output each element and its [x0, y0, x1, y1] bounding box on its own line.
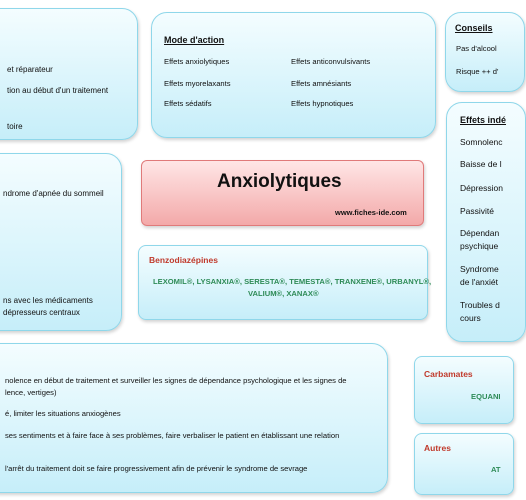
surveillance-line: é, limiter les situations anxiogènes	[5, 409, 121, 418]
card-text-line: toire	[7, 122, 23, 131]
effets-line: Baisse de l	[460, 159, 502, 169]
mode-action-item: Effets anticonvulsivants	[291, 57, 371, 66]
effets-line: Dépression	[460, 183, 503, 193]
title-box	[141, 160, 424, 226]
card-text-line: ndrome d'apnée du sommeil	[3, 189, 104, 198]
autres-heading: Autres	[424, 443, 451, 453]
effets-line: de l'anxiét	[460, 277, 499, 287]
mode-action-item: Effets amnésiants	[291, 79, 352, 88]
mode-action-item: Effets hypnotiques	[291, 99, 354, 108]
card-text-line: dépresseurs centraux	[3, 308, 80, 317]
card-top-left	[0, 8, 138, 140]
card-text-line: et réparateur	[7, 65, 53, 74]
website-label: www.fiches-ide.com	[335, 208, 407, 217]
effets-line: Somnolenc	[460, 137, 503, 147]
autres-drug: AT	[491, 465, 501, 474]
card-carbamates	[414, 356, 514, 424]
benzo-drugs-line: LEXOMIL®, LYSANXIA®, SERESTA®, TEMESTA®, TRANXENE®, URBANYL®,	[153, 277, 432, 286]
card-text-line: tion au début d'un traitement	[7, 86, 109, 95]
effets-line: Dépendan	[460, 228, 500, 238]
surveillance-line: ses sentiments et à faire face à ses problèmes, faire verbaliser le patient en établissant une relation	[5, 431, 340, 440]
benzo-heading: Benzodiazépines	[149, 255, 218, 265]
conseils-line: Pas d'alcool	[456, 44, 497, 53]
effets-line: cours	[460, 313, 481, 323]
effets-line: Troubles d	[460, 300, 500, 310]
surveillance-line: l'arrêt du traitement doit se faire progressivement afin de prévenir le syndrome de sevrage	[5, 464, 308, 473]
effets-line: Syndrome	[460, 264, 499, 274]
card-text-line: ns avec les médicaments	[3, 296, 93, 305]
mode-action-item: Effets sédatifs	[164, 99, 212, 108]
card-autres	[414, 433, 514, 495]
mode-action-item: Effets myorelaxants	[164, 79, 231, 88]
effets-line: Passivité	[460, 206, 495, 216]
carbamates-heading: Carbamates	[424, 369, 473, 379]
card-benzodiazepines	[138, 245, 432, 320]
effets-line: psychique	[460, 241, 499, 251]
card-left-middle	[0, 153, 122, 331]
card-mode-action	[151, 12, 436, 138]
surveillance-line: lence, vertiges)	[5, 388, 57, 397]
page-title: Anxiolytiques	[217, 171, 342, 192]
card-effets-indesirables	[446, 102, 526, 342]
effets-heading: Effets indé	[460, 115, 507, 125]
conseils-line: Risque ++ d'	[456, 67, 499, 76]
mode-action-heading: Mode d'action	[164, 35, 225, 45]
conseils-heading: Conseils	[455, 23, 493, 33]
carbamates-drug: EQUANI	[471, 392, 501, 401]
card-surveillance	[0, 343, 388, 493]
mode-action-item: Effets anxiolytiques	[164, 57, 230, 66]
card-conseils	[445, 12, 525, 92]
surveillance-line: nolence en début de traitement et surveiller les signes de dépendance psychologique et les signes de	[5, 376, 347, 385]
benzo-drugs-line: VALIUM®, XANAX®	[248, 289, 319, 298]
